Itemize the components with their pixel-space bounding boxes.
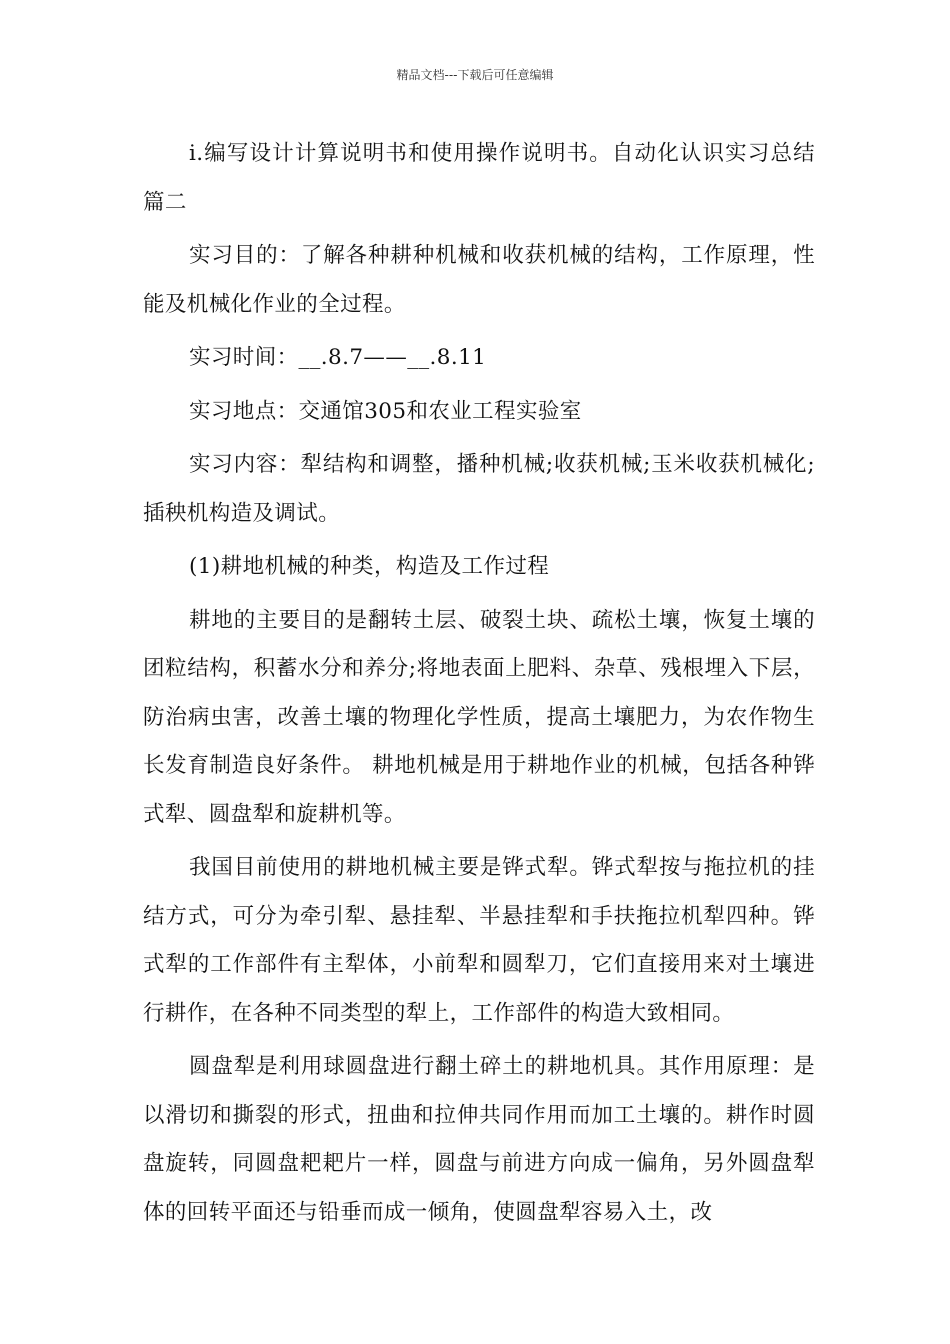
section-heading-tillage: (1)耕地机械的种类，构造及工作过程 xyxy=(189,554,550,579)
page-header: 精品文档---下载后可任意编辑 xyxy=(396,68,554,82)
paragraph-disc-plow: 圆盘犁是利用球圆盘进行翻土碎土的耕地机具。其作用原理：是以滑切和撕裂的形式，扭曲和拉伸共同作用而加工土壤的。耕作时圆盘旋转，同圆盘耙耙片一样，圆盘与前进方向成一偏角，另外圆盘犁体的回转平面还与铅垂而成一倾角，使圆盘犁容易入土，改 xyxy=(143,1054,815,1225)
paragraph-moldboard-plow: 我国目前使用的耕地机械主要是铧式犁。铧式犁按与拖拉机的挂结方式，可分为牵引犁、悬挂犁、半悬挂犁和手扶拖拉机犁四种。铧式犁的工作部件有主犁体，小前犁和圆犁刀，它们直接用来对土壤进行耕作，在各种不同类型的犁上，工作部件的构造大致相同。 xyxy=(143,855,815,1026)
paragraph-content: 实习内容：犁结构和调整，播种机械;收获机械;玉米收获机械化;插秧机构造及调试。 xyxy=(143,452,815,526)
paragraph-purpose: 实习目的：了解各种耕种机械和收获机械的结构，工作原理，性能及机械化作业的全过程。 xyxy=(143,243,815,317)
paragraph-design-manual: i.编写设计计算说明书和使用操作说明书。自动化认识实习总结篇二 xyxy=(143,141,815,215)
paragraph-tillage-purpose: 耕地的主要目的是翻转土层、破裂土块、疏松土壤，恢复土壤的团粒结构，积蓄水分和养分;将地表面上肥料、杂草、残根埋入下层，防治病虫害，改善土壤的物理化学性质，提高土壤肥力，为农作物生长发育制造良好条件。 耕地机械是用于耕地作业的机械，包括各种铧式犁、圆盘犁和旋耕机等。 xyxy=(143,607,815,827)
paragraph-location: 实习地点：交通馆305和农业工程实验室 xyxy=(189,398,582,424)
paragraph-time: 实习时间：__.8.7——__.8.11 xyxy=(189,345,487,370)
document-body xyxy=(143,130,815,1242)
